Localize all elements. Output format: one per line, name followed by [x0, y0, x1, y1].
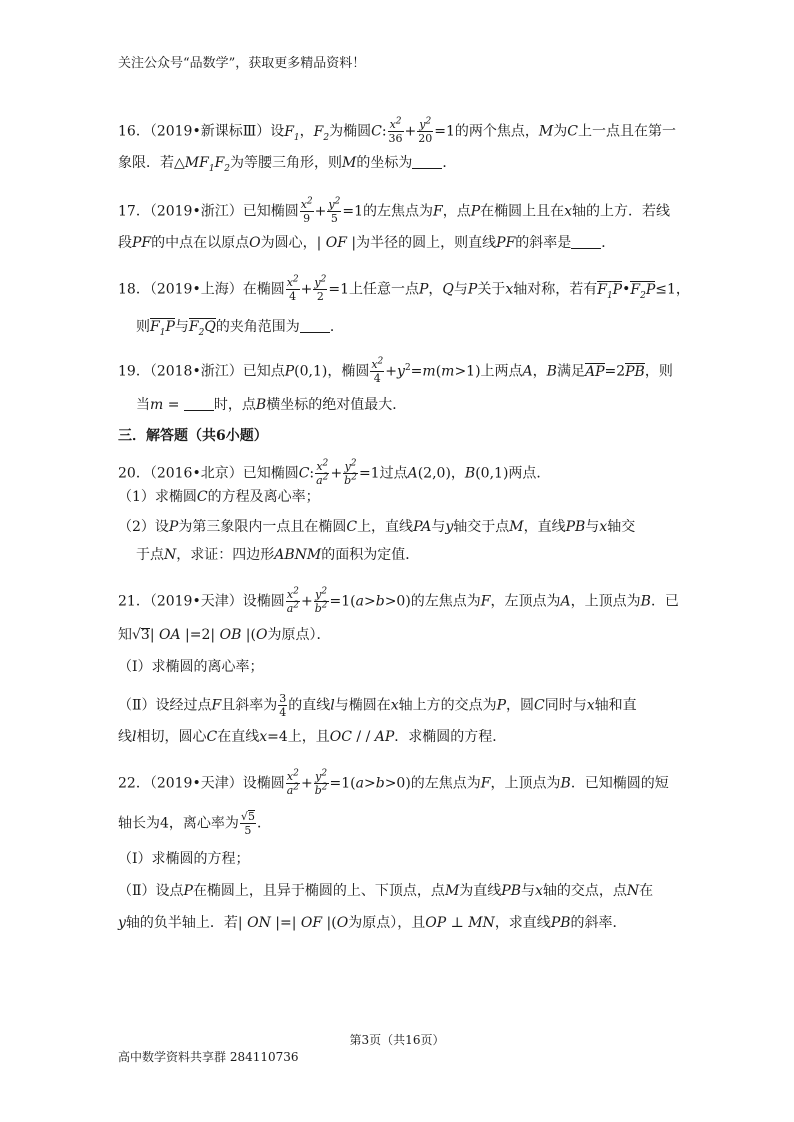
fraction: $\frac{y^2}{b^2}$: [314, 586, 328, 615]
text: 的面积为定值．: [321, 547, 420, 563]
math: P: [467, 281, 478, 298]
text: 为半径的圆上，则直线: [356, 235, 497, 251]
question-21-line-2: 知√3| OA |=2| OB |(O为原点）．: [118, 627, 331, 643]
text: ．: [442, 155, 457, 171]
math: x: [505, 281, 514, 298]
text: ．: [256, 815, 271, 832]
text: 上，直线: [357, 519, 414, 535]
math: N: [164, 547, 177, 563]
section-heading: 三．解答题（共6小题）: [118, 428, 268, 444]
question-16-line-1: 16．（2019•新课标Ⅲ）设$F_1$，$F_2$为椭圆C: $\frac{x^2}{36}$ + $\frac{y^2}{20}$ =1的两个焦点，M为C上一点且在第一: [118, 116, 676, 145]
question-22-part-2-cont: y轴的负半轴上．若| ON |=| OF |(O为原点），且OP ⊥ MN，求直线PB的斜率．: [118, 915, 627, 931]
fraction: $\frac{y^2}{b^2}$: [314, 768, 328, 797]
text: 与: [431, 519, 446, 535]
math: C: [206, 729, 218, 745]
text: 的夹角范围为: [215, 319, 300, 335]
text: ，椭圆: [327, 363, 370, 380]
math: $F_2$: [313, 123, 330, 143]
question-21-part-2: [118, 692, 637, 719]
math: F: [480, 593, 491, 610]
text: 知: [118, 627, 132, 643]
vector: $F_2P$: [630, 281, 656, 301]
text: 轴的上方．若线: [572, 203, 671, 220]
text: 轴交于点: [453, 519, 510, 535]
q21-source: 21．（2019•天津）设椭圆: [118, 593, 285, 610]
text: 为第三象限内一点且在椭圆: [178, 519, 347, 535]
question-22-line-2: [118, 810, 271, 837]
sqrt: 3: [140, 627, 150, 643]
text: 与: [585, 519, 600, 535]
q17-source: 17．（2019•浙江）已知椭圆: [118, 203, 299, 220]
text: 轴交: [607, 519, 636, 535]
question-22-line-1: 22．（2019•天津）设椭圆 $\frac{x^2}{a^2}$ + $\frac{y^2}{b^2}$ =1(a>b>0)的左焦点为F，上顶点为B．已知椭圆的短: [118, 768, 669, 797]
text: 轴的负半轴上．若: [125, 915, 238, 931]
text: 则: [136, 319, 150, 335]
fraction: $\frac{x^2}{36}$: [388, 116, 403, 145]
text: 在椭圆上，且异于椭圆的上、下顶点，点: [192, 883, 445, 899]
fraction: $\frac{x^2}{9}$: [300, 196, 313, 225]
text: 线: [118, 729, 132, 745]
math: m: [441, 363, 455, 380]
page-number: 第3页（共16页）: [349, 1033, 445, 1047]
math: P: [470, 203, 481, 220]
math: PB: [550, 915, 571, 931]
text: 在直线: [217, 729, 260, 745]
math: M: [538, 123, 554, 140]
math: C: [371, 123, 382, 140]
math: B: [255, 397, 267, 413]
text: 过点: [379, 465, 408, 482]
math: OC: [329, 729, 352, 745]
fraction: $\frac{√5}{5}$: [240, 810, 255, 837]
text: 在: [639, 883, 654, 899]
math: PB: [565, 519, 586, 535]
text: ，点: [442, 203, 471, 220]
answer-blank: [412, 168, 442, 169]
text: ．已知椭圆的短: [570, 775, 669, 792]
text: ，直线: [523, 519, 566, 535]
vector: PB: [625, 363, 645, 380]
math: P: [183, 883, 193, 899]
text: ，上顶点为: [490, 775, 561, 792]
math: OP: [425, 915, 447, 931]
math: MN: [468, 915, 495, 931]
math: A: [522, 363, 533, 380]
vector: AP: [584, 363, 605, 380]
fraction: $\frac{y^2}{2}$: [314, 274, 327, 303]
text: 的斜率．: [570, 915, 627, 931]
question-20-part-1: [118, 490, 320, 504]
math: M: [444, 883, 460, 899]
math: O: [336, 915, 349, 931]
text: 与: [521, 883, 535, 899]
question-19-line-2: 当m = 时，点B横坐标的绝对值最大．: [136, 397, 407, 413]
math: P: [418, 281, 429, 298]
math: PF: [132, 235, 152, 251]
math: A: [407, 465, 418, 482]
text: ，: [450, 465, 465, 482]
text: 与: [453, 281, 468, 298]
text: 上两点: [480, 363, 523, 380]
question-20-part-2-cont: [136, 548, 419, 562]
text: 的中点在以原点: [151, 235, 250, 251]
math: F: [211, 697, 222, 714]
math: F: [432, 203, 443, 220]
text: 的两个焦点，: [454, 123, 539, 140]
text: 关于: [477, 281, 506, 298]
text: （Ⅱ）设点: [118, 883, 184, 899]
math: x: [564, 203, 573, 220]
text: 为: [553, 123, 568, 140]
text: 轴和直: [594, 697, 637, 714]
text: （Ⅱ）设经过点: [118, 697, 212, 714]
question-17-line-1: 17．（2019•浙江）已知椭圆 $\frac{x^2}{9}$ + $\frac{y^2}{5}$ =1的左焦点为F，点P在椭圆上且在x轴的上方．若线: [118, 196, 671, 225]
text: 的左焦点为: [362, 203, 433, 220]
question-18-line-2: [136, 318, 344, 338]
math: OB: [219, 627, 242, 643]
math: Q: [442, 281, 454, 298]
math: N: [626, 883, 640, 899]
fraction: $\frac{x^2}{a^2}$: [286, 768, 299, 797]
math: OF: [300, 915, 323, 931]
text: 在椭圆上且在: [480, 203, 565, 220]
math: OA: [159, 627, 181, 643]
math: m: [422, 363, 436, 380]
footer-group-info: 高中数学资料共享群 284110736: [118, 1050, 299, 1064]
math: PA: [413, 519, 432, 535]
fraction: $\frac{x^2}{4}$: [371, 356, 384, 385]
text: 的左焦点为: [410, 775, 481, 792]
text: ，上顶点为: [570, 593, 641, 610]
math: b: [375, 593, 385, 610]
text: 轴上方的交点为: [398, 697, 497, 714]
math: P: [496, 697, 507, 714]
math: P: [284, 363, 295, 380]
text: 两点．: [508, 465, 551, 482]
text: 且斜率为: [221, 697, 278, 714]
fraction: $\frac{y^2}{5}$: [328, 196, 341, 225]
text: 象限．若△: [118, 155, 185, 171]
text: ，左顶点为: [490, 593, 561, 610]
text: ．: [601, 235, 616, 251]
q20-source: 20．（2016•北京）已知椭圆: [118, 465, 299, 482]
q16-source: 16．（2019•新课标Ⅲ）设: [118, 123, 285, 140]
math: O: [249, 235, 261, 251]
math: C: [298, 465, 310, 482]
text: 的直线: [288, 697, 331, 714]
math: O: [256, 627, 268, 643]
math: AP: [374, 729, 395, 745]
answer-blank: [571, 248, 601, 249]
fraction: $\frac{x^2}{4}$: [286, 274, 299, 303]
math: ON: [247, 915, 271, 931]
question-22-part-1: （Ⅰ）求椭圆的方程；: [118, 851, 250, 867]
math: l: [330, 697, 335, 714]
fraction: $\frac{y^2}{b^2}$: [344, 458, 357, 487]
text: 的斜率是: [515, 235, 572, 251]
text: ，则: [644, 363, 673, 380]
math: P: [168, 519, 179, 535]
q22-source: 22．（2019•天津）设椭圆: [118, 775, 285, 792]
math: PB: [501, 883, 521, 899]
math: l: [132, 729, 137, 745]
text: 为椭圆: [329, 123, 372, 140]
text: （2）设: [118, 519, 169, 535]
math: | OF |: [316, 235, 357, 251]
math: m: [150, 397, 164, 413]
text: 于点: [136, 547, 164, 563]
math: B: [464, 465, 476, 482]
math: a: [355, 775, 364, 792]
text: 当: [136, 397, 150, 413]
text: 与椭圆在: [334, 697, 391, 714]
text: 与: [174, 319, 189, 335]
math: C: [534, 697, 545, 714]
math: M: [509, 519, 524, 535]
math: y: [397, 363, 405, 380]
text: 段: [118, 235, 132, 251]
text: 上一点且在第一: [577, 123, 676, 140]
text: 相切，圆心: [136, 729, 207, 745]
page-header: 关注公众号“品数学”，获取更多精品资料！: [118, 56, 366, 71]
answer-blank: [184, 410, 214, 411]
text: ．: [329, 319, 344, 335]
vector: $F_2Q$: [188, 319, 216, 338]
math: C: [196, 489, 208, 505]
text: ，求直线: [494, 915, 551, 931]
vector: $F_1P$: [597, 281, 623, 301]
text: ，圆: [506, 697, 535, 714]
text: ，: [532, 363, 547, 380]
text: ．求椭圆的方程．: [394, 729, 507, 745]
question-17-line-2: [118, 236, 615, 250]
math: b: [375, 775, 385, 792]
text: 为原点），且: [348, 915, 426, 931]
text: 上，且: [287, 729, 330, 745]
math: B: [640, 593, 651, 610]
vector: $F_1P$: [150, 319, 175, 338]
text: 的左焦点为: [410, 593, 481, 610]
fraction: $\frac{x^2}{a^2}$: [316, 458, 329, 487]
math: x: [586, 697, 595, 714]
question-16-line-2: [118, 155, 457, 174]
text: 的方程及离心率；: [207, 489, 320, 505]
fraction: $\frac{x^2}{a^2}$: [286, 586, 299, 615]
math: y: [445, 519, 454, 535]
math: ABNM: [274, 547, 322, 563]
math: PF: [496, 235, 516, 251]
math: a: [355, 593, 364, 610]
text: ，: [299, 123, 314, 140]
text: ．已: [650, 593, 679, 610]
text: 满足: [556, 363, 585, 380]
math: B: [546, 363, 557, 380]
math: x: [259, 729, 268, 745]
math: C: [346, 519, 358, 535]
text: 为等腰三角形，则: [230, 155, 343, 171]
question-21-part-1: （Ⅰ）求椭圆的离心率；: [118, 659, 264, 675]
text: 时，点: [213, 397, 256, 413]
math: x: [535, 883, 543, 899]
math: C: [567, 123, 578, 140]
fraction: $\frac{3}{4}$: [279, 692, 287, 719]
answer-blank: [300, 332, 330, 333]
text: 为直线: [459, 883, 502, 899]
math: M: [342, 155, 357, 171]
math: A: [560, 593, 571, 610]
text: 轴长为4，离心率为: [118, 815, 239, 832]
text: 为原点）．: [267, 627, 331, 643]
math: y: [118, 915, 126, 931]
question-20-line-1: 20．（2016•北京）已知椭圆C: $\frac{x^2}{a^2}$ + $\frac{y^2}{b^2}$ =1过点A(2,0)，B(0,1)两点．: [118, 458, 551, 487]
math: F: [480, 775, 491, 792]
math: x: [390, 697, 399, 714]
fraction: $\frac{y^2}{20}$: [418, 116, 433, 145]
text: 同时与: [544, 697, 587, 714]
question-20-part-2: [118, 520, 635, 534]
text: ，求证：四边形: [176, 547, 275, 563]
text: 轴对称，若有: [513, 281, 598, 298]
text: 横坐标的绝对值最大．: [266, 397, 407, 413]
question-21-part-2-cont: 线l相切，圆心C在直线x=4上，且OC / / AP．求椭圆的方程．: [118, 729, 507, 745]
question-18-line-1: 18．（2019•上海）在椭圆 $\frac{x^2}{4}$ + $\frac{y^2}{2}$ =1上任意一点P，Q与P关于x轴对称，若有$F_1P•F_2P\le 1$，: [118, 274, 690, 303]
question-21-line-1: 21．（2019•天津）设椭圆 $\frac{x^2}{a^2}$ + $\frac{y^2}{b^2}$ =1(a>b>0)的左焦点为F，左顶点为A，上顶点为B．已: [118, 586, 679, 615]
text: 的坐标为: [356, 155, 413, 171]
question-19-line-1: 19．（2018•浙江）已知点P(0,1)，椭圆 $\frac{x^2}{4}$ $+y^2=m(m>1)$上两点A，B满足AP=2PB，则: [118, 356, 673, 385]
math: x: [599, 519, 608, 535]
q18-source: 18．（2019•上海）在椭圆: [118, 281, 285, 298]
math: $F_1$: [284, 123, 300, 143]
math: B: [560, 775, 571, 792]
math: $MF_1F_2$: [184, 155, 231, 174]
question-22-part-2: [118, 884, 653, 898]
text: 轴的交点，点: [542, 883, 627, 899]
text: 为圆心，: [260, 235, 317, 251]
q19-source: 19．（2018•浙江）已知点: [118, 363, 285, 380]
text: （1）求椭圆: [118, 489, 197, 505]
text: 上任意一点: [348, 281, 419, 298]
text: ，: [428, 281, 443, 298]
